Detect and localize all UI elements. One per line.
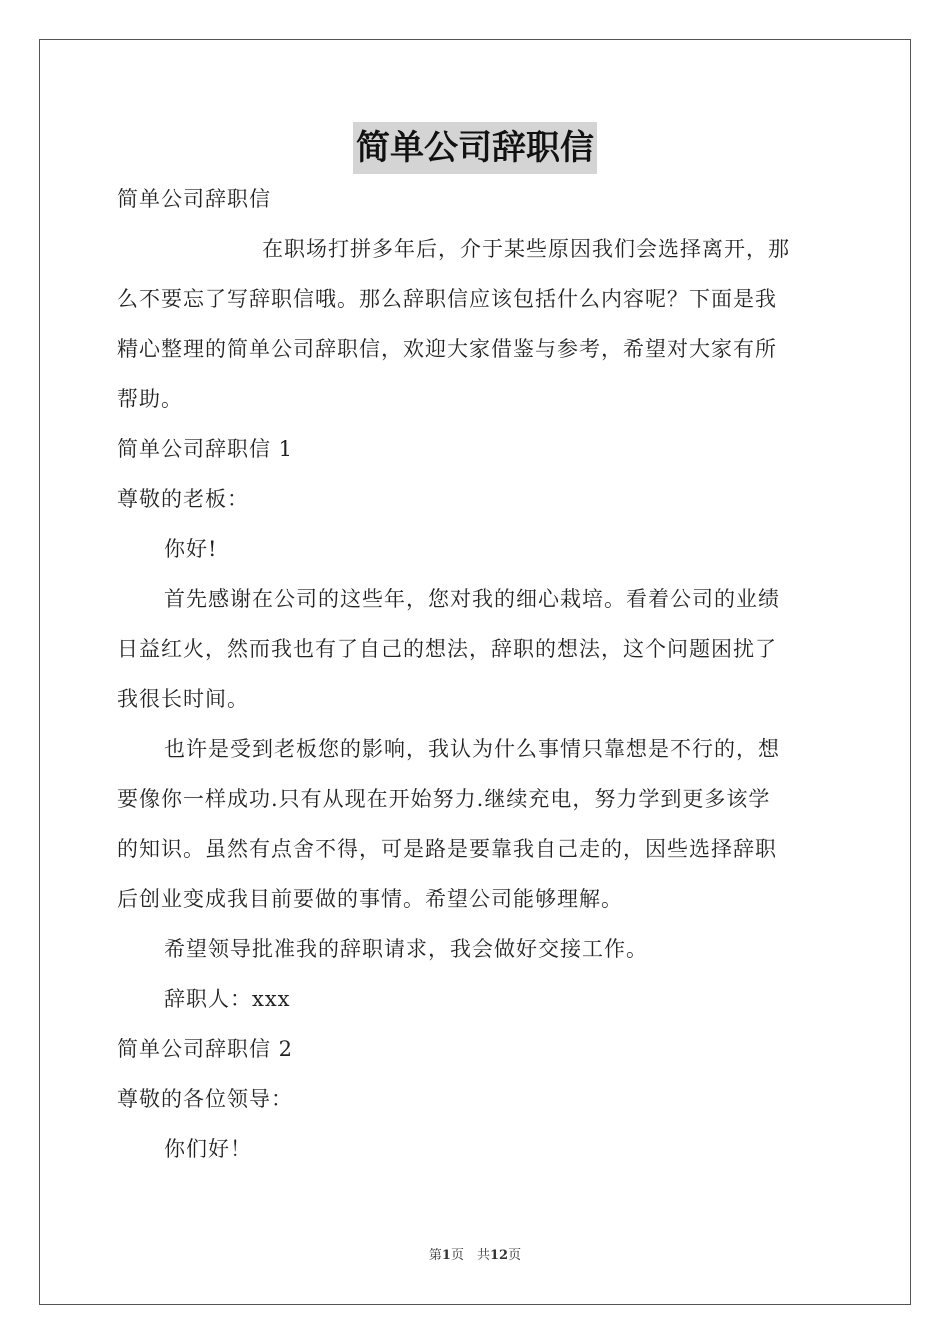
title-container xyxy=(0,122,950,174)
text-line: 精心整理的简单公司辞职信，欢迎大家借鉴与参考，希望对大家有所 xyxy=(117,337,777,361)
text-line: 也许是受到老板您的影响，我认为什么事情只靠想是不行的，想 xyxy=(164,737,780,761)
page-border xyxy=(39,39,911,1305)
greeting: 你们好！ xyxy=(164,1137,252,1161)
total-pages-number: 12 xyxy=(489,1248,509,1263)
text-line: 的知识。虽然有点舍不得，可是路是要靠我自己走的，因些选择辞职 xyxy=(117,837,777,861)
salutation: 尊敬的各位领导： xyxy=(117,1087,293,1111)
text-line: 首先感谢在公司的这些年，您对我的细心栽培。看着公司的业绩 xyxy=(164,587,780,611)
section-heading: 简单公司辞职信 2 xyxy=(117,1037,294,1061)
salutation: 尊敬的老板： xyxy=(117,487,249,511)
signature-line: 辞职人：xxx xyxy=(164,987,291,1011)
text-line: 帮助。 xyxy=(117,387,183,411)
text-line: 要像你一样成功.只有从现在开始努力.继续充电，努力学到更多该学 xyxy=(117,787,771,811)
text-line: 希望领导批准我的辞职请求，我会做好交接工作。 xyxy=(164,937,648,961)
page-footer xyxy=(0,1246,950,1266)
document-title: 简单公司辞职信 xyxy=(353,122,597,174)
page-suffix: 页 xyxy=(508,1248,522,1263)
text-line: 后创业变成我目前要做的事情。希望公司能够理解。 xyxy=(117,887,623,911)
current-page-number: 1 xyxy=(441,1248,451,1263)
greeting: 你好! xyxy=(164,537,218,561)
text-line: 么不要忘了写辞职信哦。那么辞职信应该包括什么内容呢？下面是我 xyxy=(117,287,777,311)
text-line: 我很长时间。 xyxy=(117,687,249,711)
text-line: 日益红火，然而我也有了自己的想法，辞职的想法，这个问题困扰了 xyxy=(117,637,777,661)
section-heading: 简单公司辞职信 1 xyxy=(117,437,294,461)
text-line: 在职场打拼多年后，介于某些原因我们会选择离开，那 xyxy=(262,237,790,261)
page-mid: 页 共 xyxy=(450,1248,490,1263)
page-prefix: 第 xyxy=(428,1248,442,1263)
text-line: 简单公司辞职信 xyxy=(117,187,271,211)
